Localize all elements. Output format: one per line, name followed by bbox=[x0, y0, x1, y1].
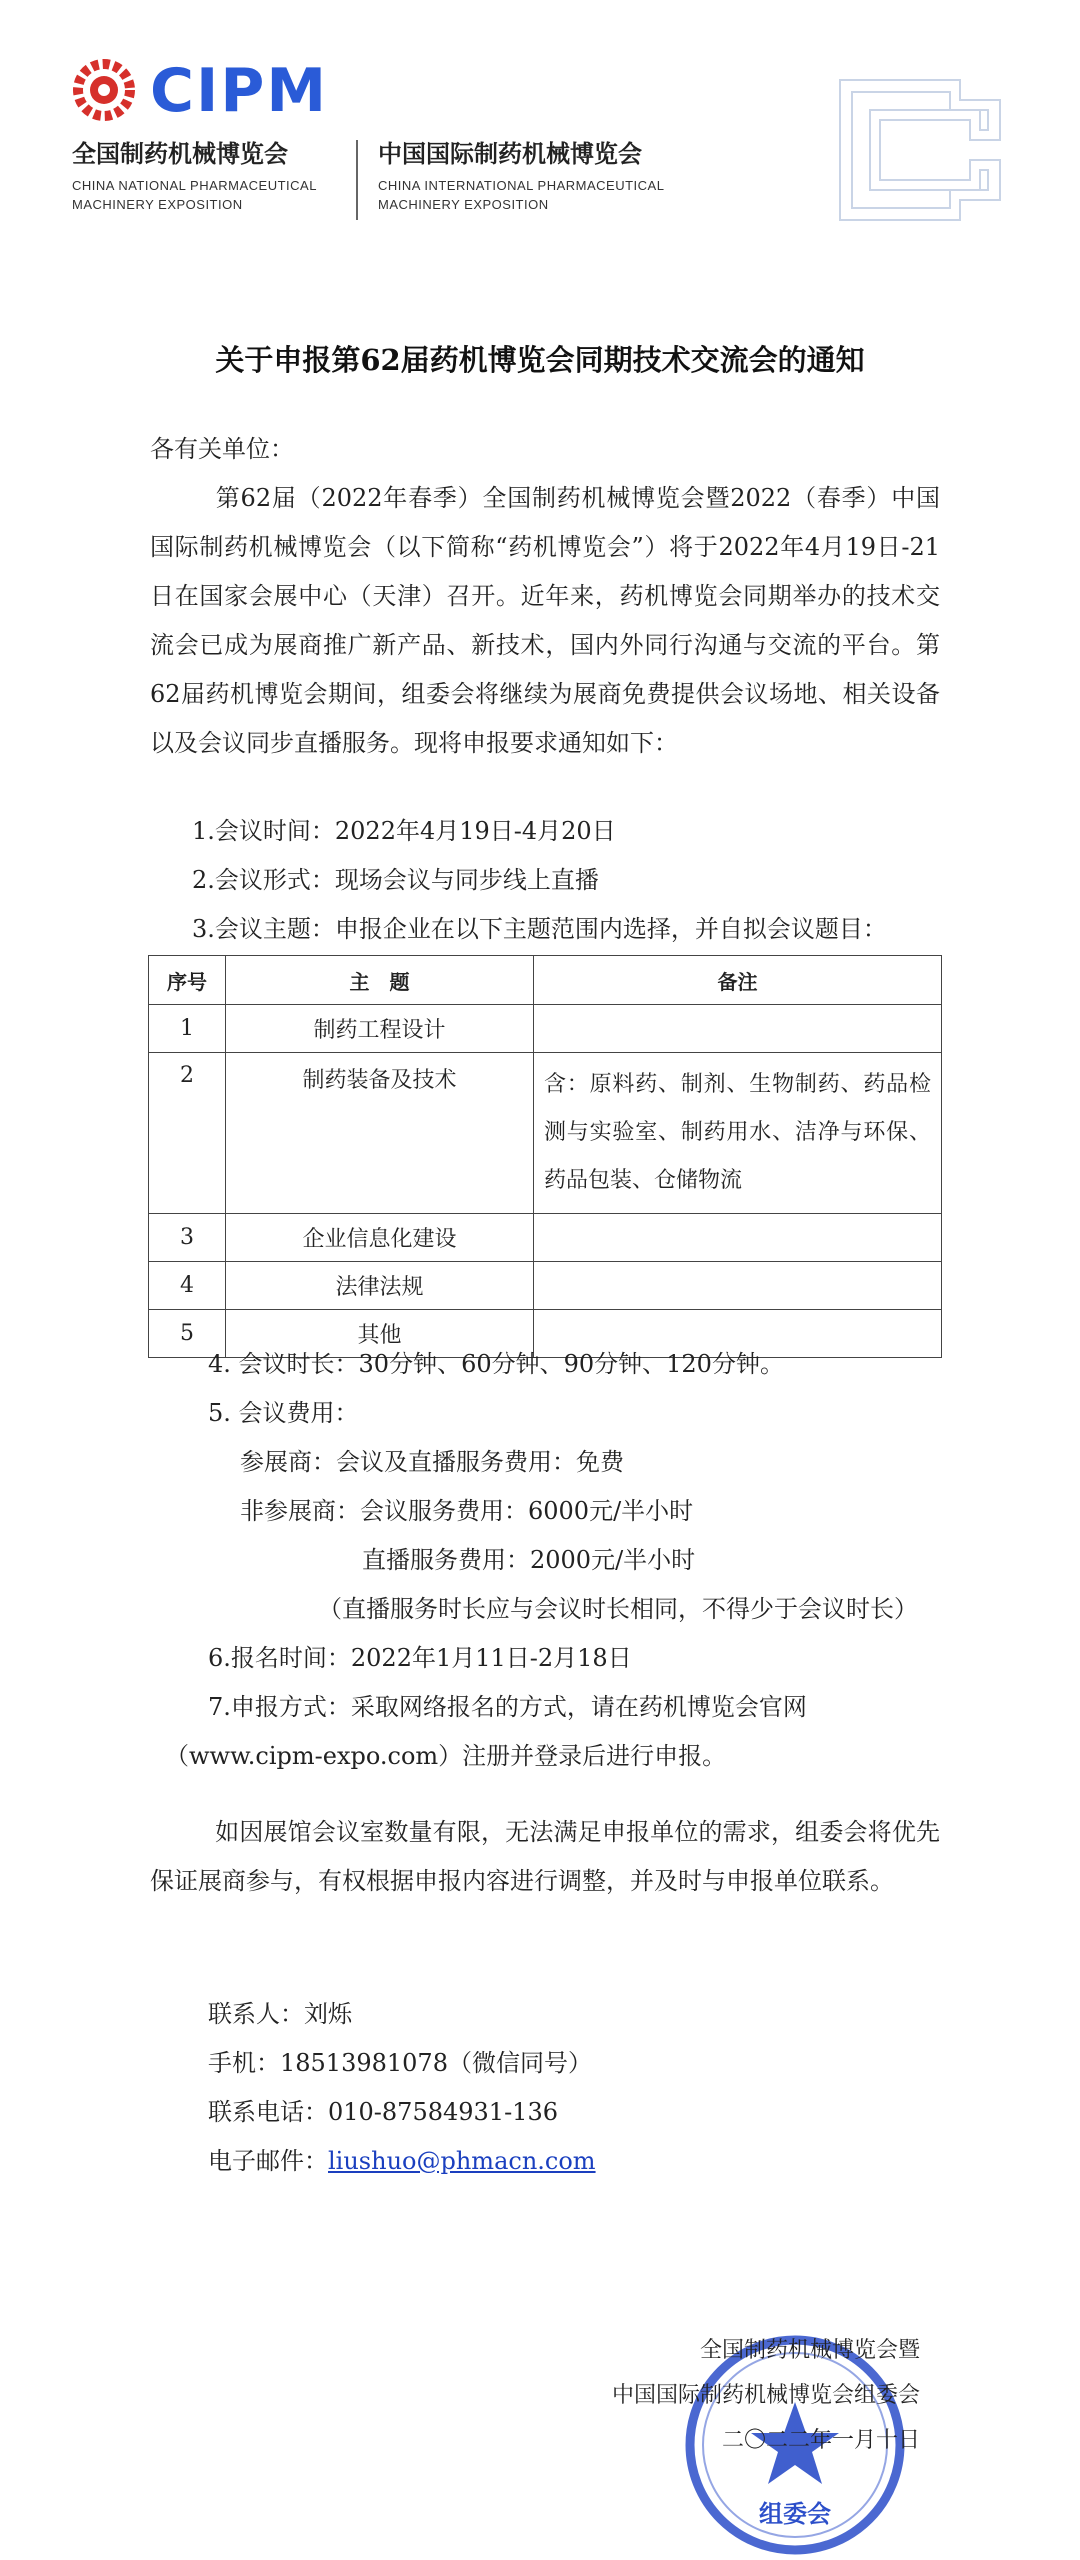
table-header-theme: 主 题 bbox=[226, 956, 534, 1005]
signature-block bbox=[480, 2328, 920, 2463]
table-header-note: 备注 bbox=[534, 956, 942, 1005]
item-fee-exhibitor: 参展商：会议及直播服务费用：免费 bbox=[240, 1448, 624, 1476]
item-method-url: （www.cipm-expo.com）注册并登录后进行申报。 bbox=[165, 1742, 727, 1770]
item-fee-non-exhibitor: 非参展商：会议服务费用：6000元/半小时 bbox=[240, 1497, 694, 1525]
contact-email-label: 电子邮件： bbox=[208, 2147, 328, 2175]
contact-person: 联系人：刘烁 bbox=[208, 2000, 352, 2028]
item-meeting-theme: 3.会议主题：申报企业在以下主题范围内选择，并自拟会议题目： bbox=[192, 915, 887, 943]
signature-line-1: 全国制药机械博览会暨 bbox=[699, 2338, 920, 2363]
table-header-row bbox=[149, 956, 942, 1005]
signature-line-2: 中国国际制药机械博览会组委会 bbox=[611, 2383, 920, 2408]
signature-date: 二〇二二年一月十日 bbox=[721, 2428, 920, 2453]
topics-table bbox=[148, 955, 942, 1358]
seal-label: 组委会 bbox=[759, 2499, 831, 2528]
brand-wordmark: CIPM bbox=[150, 56, 329, 126]
contact-phone: 联系电话：010-87584931-136 bbox=[208, 2098, 558, 2126]
org-name-national-cn: 全国制药机械博览会 bbox=[72, 140, 288, 168]
table-row: 5 其他 bbox=[149, 1310, 942, 1358]
header-divider bbox=[356, 140, 358, 220]
closing-paragraph: 如因展馆会议室数量有限，无法满足申报单位的需求，组委会将优先保证展商参与，有权根据申报内容进行调整，并及时与申报单位联系。 bbox=[150, 1818, 940, 1895]
salutation: 各有关单位： bbox=[150, 435, 294, 463]
org-name-national-en: CHINA NATIONAL PHARMACEUTICAL MACHINERY EXPOSITION bbox=[72, 178, 317, 212]
notice-title: 关于申报第62届药机博览会同期技术交流会的通知 bbox=[215, 343, 865, 377]
cipm-logo-icon bbox=[72, 58, 136, 122]
item-signup-time: 6.报名时间：2022年1月11日-2月18日 bbox=[208, 1644, 632, 1672]
org-name-international-cn: 中国国际制药机械博览会 bbox=[378, 140, 642, 168]
item-meeting-form: 2.会议形式：现场会议与同步线上直播 bbox=[192, 866, 599, 894]
table-row: 3 企业信息化建设 bbox=[149, 1214, 942, 1262]
contact-email-row bbox=[208, 2137, 596, 2186]
item-meeting-time: 1.会议时间：2022年4月19日-4月20日 bbox=[192, 817, 616, 845]
intro-paragraph: 第62届（2022年春季）全国制药机械博览会暨2022（春季）中国国际制药机械博览会（以下简称“药机博览会”）将于2022年4月19日-21日在国家会展中心（天津）召开。近年来，药机博览会同期举办的技术交流会已成为展商推广新产品、新技术，国内外同行沟通与交流的平台。第62届药机博览会期间，组委会将继续为展商免费提供会议场地、相关设备以及会议同步直播服务。现将申报要求通知如下： bbox=[150, 484, 940, 757]
contact-email-link[interactable]: liushuo@phmacn.com bbox=[328, 2147, 596, 2175]
table-header-no: 序号 bbox=[149, 956, 226, 1005]
item-fee-live: 直播服务费用：2000元/半小时 bbox=[362, 1546, 696, 1574]
table-row: 1 制药工程设计 bbox=[149, 1005, 942, 1053]
item-method: 7.申报方式：采取网络报名的方式，请在药机博览会官网 bbox=[208, 1693, 807, 1721]
decorative-c-outline-icon bbox=[800, 40, 1040, 240]
table-row: 4 法律法规 bbox=[149, 1262, 942, 1310]
org-name-international-en: CHINA INTERNATIONAL PHARMACEUTICAL MACHINERY EXPOSITION bbox=[378, 178, 665, 212]
item-duration: 4. 会议时长：30分钟、60分钟、90分钟、120分钟。 bbox=[208, 1350, 784, 1378]
table-row: 2 制药装备及技术 含：原料药、制剂、生物制药、药品检测与实验室、制药用水、洁净与环保、药品包装、仓储物流 bbox=[149, 1053, 942, 1214]
item-fee-note: （直播服务时长应与会议时长相同，不得少于会议时长） bbox=[318, 1595, 918, 1623]
item-fee-title: 5. 会议费用： bbox=[208, 1399, 359, 1427]
contact-mobile: 手机：18513981078（微信同号） bbox=[208, 2049, 592, 2077]
